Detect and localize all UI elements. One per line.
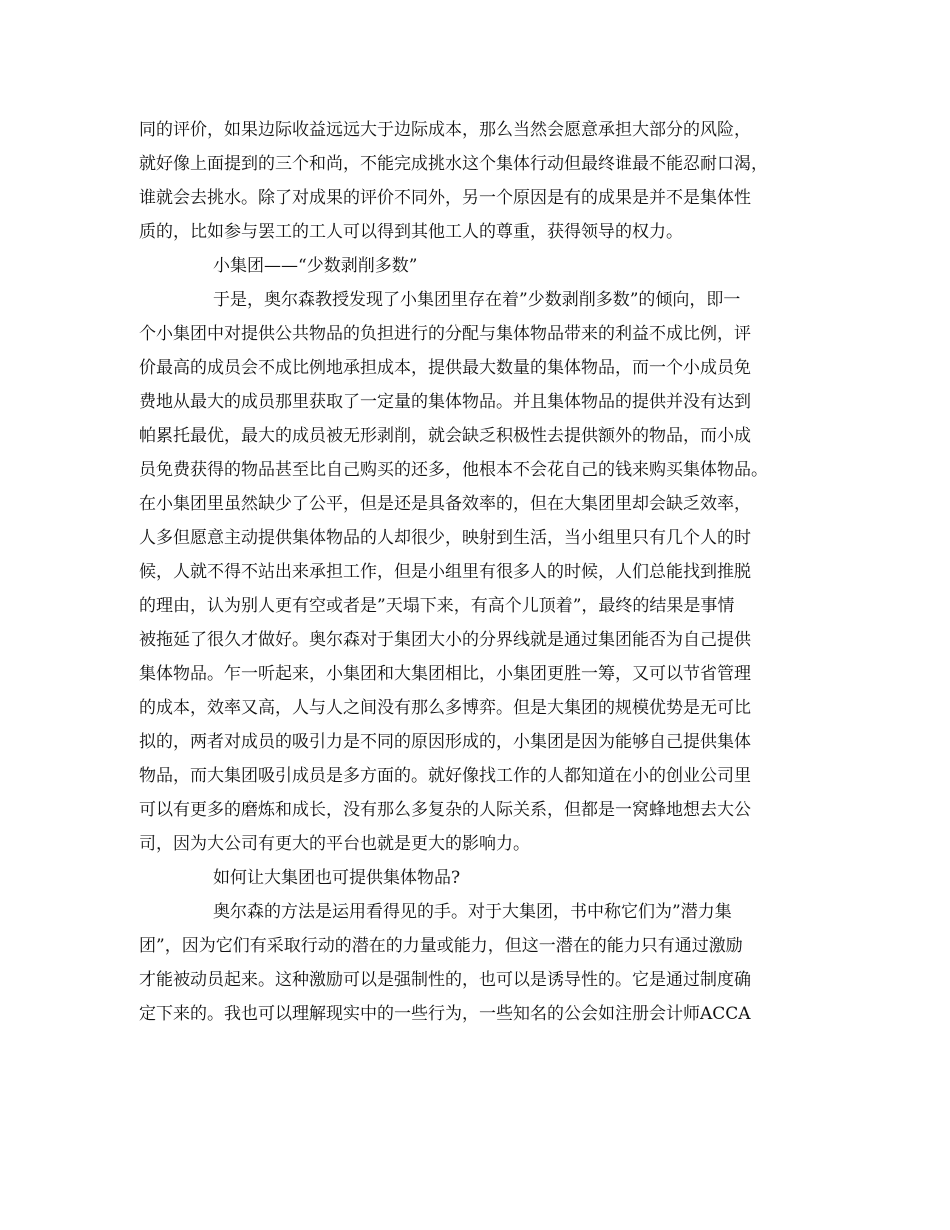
text-line: 候，人就不得不站出来承担工作，但是小组里有很多人的时候，人们总能找到推脱 [139, 562, 751, 582]
section-heading: 小集团——“少数剥削多数” [213, 256, 418, 276]
paragraph-first-line: 奥尔森的方法是运用看得见的手。对于大集团，书中称它们为”潜力集 [213, 902, 732, 922]
text-line: 可以有更多的磨炼和成长，没有那么多复杂的人际关系，但都是一窝蜂地想去大公 [139, 800, 751, 820]
text-line: 团”，因为它们有采取行动的潜在的力量或能力，但这一潜在的能力只有通过激励 [139, 936, 743, 956]
text-line: 帕累托最优，最大的成员被无形剥削，就会缺乏积极性去提供额外的物品，而小成 [139, 426, 751, 446]
text-line: 质的，比如参与罢工的工人可以得到其他工人的尊重，获得领导的权力。 [139, 222, 683, 242]
text-line: 在小集团里虽然缺少了公平，但是还是具备效率的，但在大集团里却会缺乏效率， [139, 494, 751, 514]
text-line: 司，因为大公司有更大的平台也就是更大的影响力。 [139, 834, 530, 854]
text-line: 的理由，认为别人更有空或者是”天塌下来，有高个儿顶着”，最终的结果是事情 [139, 596, 735, 616]
text-line: 物品，而大集团吸引成员是多方面的。就好像找工作的人都知道在小的创业公司里 [139, 766, 751, 786]
text-line: 人多但愿意主动提供集体物品的人却很少，映射到生活，当小组里只有几个人的时 [139, 528, 751, 548]
text-line: 拟的，两者对成员的吸引力是不同的原因形成的，小集团是因为能够自己提供集体 [139, 732, 751, 752]
text-line: 就好像上面提到的三个和尚，不能完成挑水这个集体行动但最终谁最不能忍耐口渴， [139, 154, 768, 174]
text-line: 的成本，效率又高，人与人之间没有那么多博弈。但是大集团的规模优势是无可比 [139, 698, 751, 718]
paragraph-first-line: 于是，奥尔森教授发现了小集团里存在着”少数剥削多数”的倾向，即一 [213, 290, 741, 310]
text-line: 费地从最大的成员那里获取了一定量的集体物品。并且集体物品的提供并没有达到 [139, 392, 751, 412]
text-line: 个小集团中对提供公共物品的负担进行的分配与集体物品带来的利益不成比例，评 [139, 324, 751, 344]
text-line: 员免费获得的物品甚至比自己购买的还多，他根本不会花自己的钱来购买集体物品。 [139, 460, 768, 480]
text-line: 价最高的成员会不成比例地承担成本，提供最大数量的集体物品，而一个小成员免 [139, 358, 751, 378]
text-line: 被拖延了很久才做好。奥尔森对于集团大小的分界线就是通过集团能否为自己提供 [139, 630, 751, 650]
text-line: 谁就会去挑水。除了对成果的评价不同外，另一个原因是有的成果是并不是集体性 [139, 188, 751, 208]
text-line: 同的评价，如果边际收益远远大于边际成本，那么当然会愿意承担大部分的风险， [139, 120, 751, 140]
text-line: 集体物品。乍一听起来，小集团和大集团相比，小集团更胜一筹，又可以节省管理 [139, 664, 751, 684]
document-body [139, 113, 819, 1031]
text-line: 才能被动员起来。这种激励可以是强制性的，也可以是诱导性的。它是通过制度确 [139, 970, 751, 990]
text-line: 定下来的。我也可以理解现实中的一些行为，一些知名的公会如注册会计师ACCA [139, 1004, 751, 1024]
section-heading: 如何让大集团也可提供集体物品? [213, 868, 461, 888]
